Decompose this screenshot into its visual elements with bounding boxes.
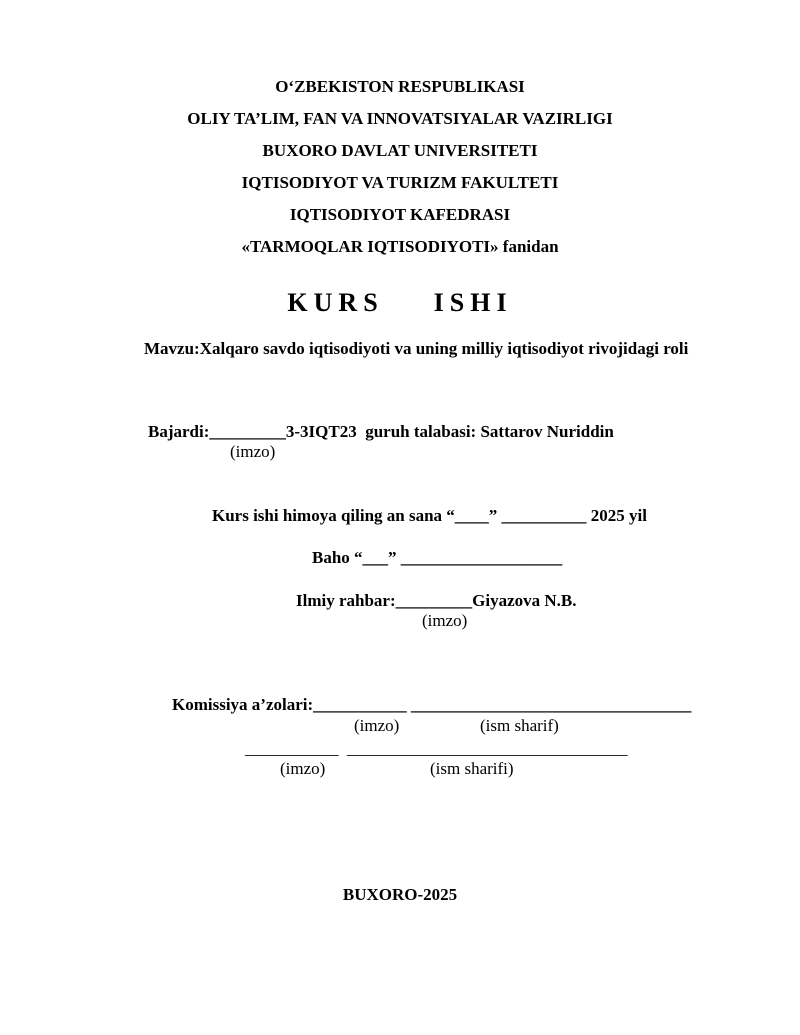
commission-line-1: Komissiya a’zolari:___________ _________________________________	[172, 695, 692, 714]
supervisor-line: Ilmiy rahbar:_________Giyazova N.B.	[296, 591, 577, 610]
header-department: IQTISODIYOT KAFEDRASI	[289, 205, 511, 224]
topic-line: Mavzu:Xalqaro savdo iqtisodiyoti va uning milliy iqtisodiyot rivojidagi roli	[144, 339, 689, 358]
header-faculty: IQTISODIYOT VA TURIZM FAKULTETI	[241, 173, 559, 192]
performer-line: Bajardi:_________3-3IQT23 guruh talabasi: Sattarov Nuriddin	[148, 422, 614, 441]
supervisor-signature-caption: (imzo)	[422, 611, 468, 630]
header-ministry: OLIY TA’LIM, FAN VA INNOVATSIYALAR VAZIRLIGI	[187, 109, 613, 128]
commission-signature-caption-1: (imzo)	[354, 716, 400, 735]
document-title: KURS ISHI	[287, 288, 513, 317]
commission-signature-caption-2: (imzo)	[280, 759, 326, 778]
header-subject: «TARMOQLAR IQTISODIYOTI» fanidan	[241, 237, 559, 256]
performer-signature-caption: (imzo)	[230, 442, 276, 461]
grade-line: Baho “___” ___________________	[312, 548, 563, 567]
defense-date-line: Kurs ishi himoya qiling an sana “____” __________ 2025 yil	[212, 506, 647, 525]
commission-line-2: ___________ _________________________________	[245, 739, 628, 758]
footer-city-year: BUXORO-2025	[342, 885, 458, 904]
header-country: O‘ZBEKISTON RESPUBLIKASI	[275, 77, 525, 96]
header-university: BUXORO DAVLAT UNIVERSITETI	[262, 141, 538, 160]
commission-name-caption-2: (ism sharifi)	[430, 759, 514, 778]
commission-name-caption-1: (ism sharif)	[480, 716, 559, 735]
